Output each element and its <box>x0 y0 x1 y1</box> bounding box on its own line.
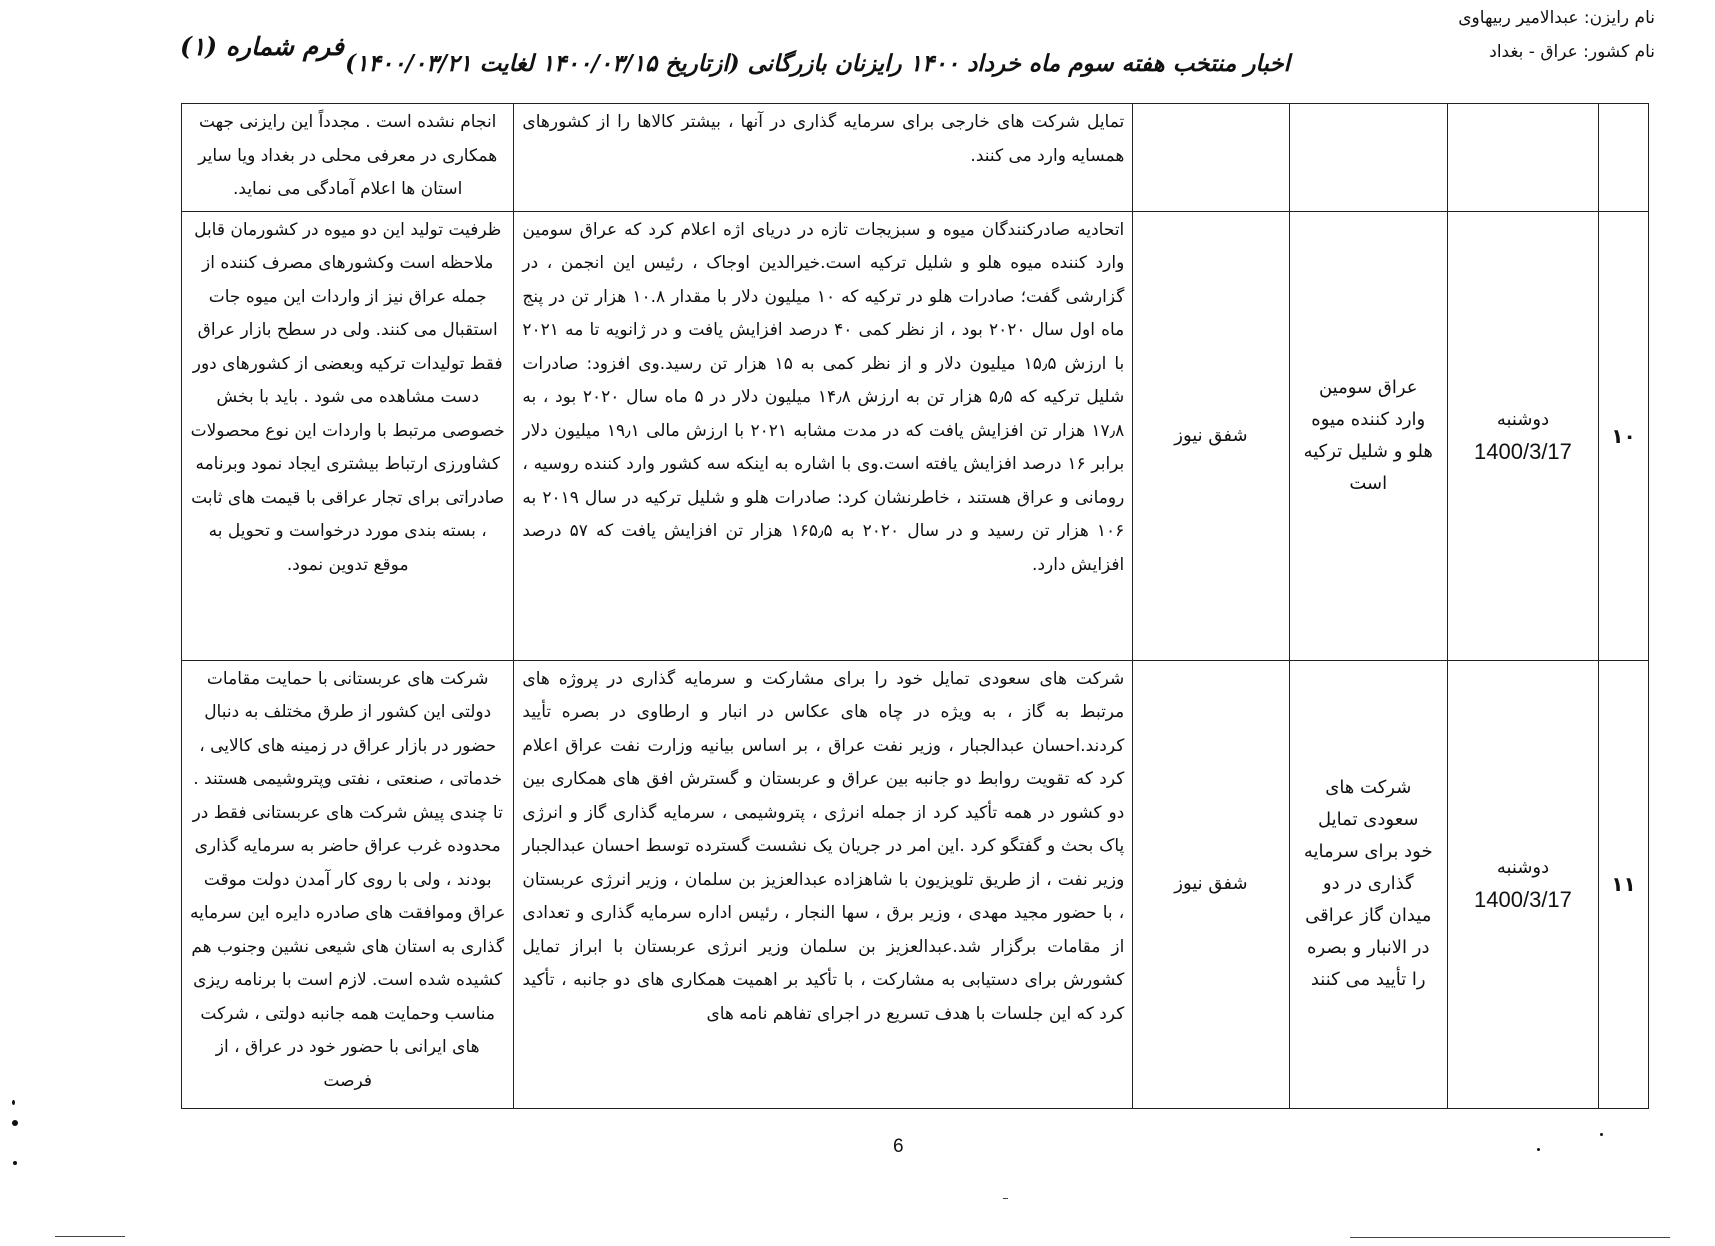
researcher-name: نام رایزن: عبدالامیر ربیهاوی <box>1458 8 1655 28</box>
date-cell <box>1447 660 1598 1108</box>
page-title: اخبار منتخب هفته سوم ماه خرداد ۱۴۰۰ رایزنان بازرگانی (ازتاریخ ۱۴۰۰/۰۳/۱۵ لغایت ۱۴۰۰/۰۳/۲۱) <box>345 50 1290 77</box>
source-cell <box>1133 660 1289 1108</box>
table-row <box>182 660 1649 1108</box>
scan-edge-line <box>1350 1237 1670 1238</box>
headline-cell <box>1289 104 1447 212</box>
note-cell: انجام نشده است . مجدداً این رایزنی جهت همکاری در معرفی محلی در بغداد ویا سایر استان ها اعلام آمادگی می نماید. <box>182 104 514 212</box>
form-number: فرم شماره (۱) <box>180 32 344 61</box>
table-row <box>182 211 1649 660</box>
date-cell <box>1447 104 1598 212</box>
row-source: شفق نیوز <box>1174 873 1248 894</box>
row-number: ۱۱ <box>1611 872 1636 896</box>
scan-dot-mark <box>1537 1148 1540 1151</box>
news-body-cell: اتحادیه صادرکنندگان میوه و سبزیجات تازه در دریای اژه اعلام کرد که عراق سومین وارد کننده میوه هلو و شلیل ترکیه است.خیرالدین اوجاک ، رئیس این انجمن ، در گزارشی گفت؛ صادرات هلو در ترکیه که ۱۰ میلیون دلار با مقدار ۱۰.۸ هزار تن در پنج ماه اول سال ۲۰۲۰ بود ، از نظر کمی ۴۰ درصد افزایش یافت و در ژانویه تا مه ۲۰۲۱ با ارزش ۱۵٫۵ میلیون دلار و از نظر کمی به ۱۵ هزار تن رسید.وی افزود: صادرات شلیل ترکیه که ۵٫۵ هزار تن به ارزش ۱۴٫۸ میلیون دلار در ۵ ماه سال ۲۰۲۰ بود ، به ۱۷٫۸ هزار تن افزایش یافت که در مدت مشابه ۲۰۲۱ با ارزش مالی ۱۹٫۱ میلیون دلار برابر ۱۶ درصد افزایش یافته است.وی با اشاره به اینکه سه کشور وارد کننده روسیه ، رومانی و عراق هستند ، خاطرنشان کرد: صادرات هلو و شلیل ترکیه در سال ۲۰۱۹ به ۱۰۶ هزار تن رسید و در سال ۲۰۲۰ به ۱۶۵٫۵ هزار تن افزایش یافت که ۵۷ درصد افزایش دارد. <box>514 211 1133 660</box>
row-date: 1400/3/17 <box>1474 887 1572 912</box>
row-source: شفق نیوز <box>1174 424 1248 446</box>
row-day: دوشنبه <box>1496 857 1550 878</box>
note-cell: ظرفیت تولید این دو میوه در کشورمان قابل ملاحظه است وکشورهای مصرف کننده از جمله عراق نیز از واردات این میوه جات استقبال می کنند. ولی در سطح بازار عراق فقط تولیدات ترکیه وبعضی از کشورهای دور دست مشاهده می شود . باید با بخش خصوصی مرتبط با واردات این نوع محصولات کشاورزی ارتباط بیشتری ایجاد نمود وبرنامه صادراتی برای تجار عراقی با قیمت های ثابت ، بسته بندی مورد درخواست و تحویل به موقع تدوین نمود. <box>182 211 514 660</box>
scan-dot-mark <box>13 1161 17 1165</box>
page-number: 6 <box>893 1136 904 1157</box>
news-table <box>181 103 1649 1109</box>
source-cell <box>1133 104 1289 212</box>
row-number-cell <box>1599 211 1649 660</box>
row-number-cell <box>1599 104 1649 212</box>
news-body-cell: تمایل شرکت های خارجی برای سرمایه گذاری در آنها ، بیشتر کالاها را از کشورهای همسایه وارد می کنند. <box>514 104 1133 212</box>
row-number: ۱۰ <box>1611 423 1636 448</box>
row-headline: عراق سومین وارد کننده میوه هلو و شلیل ترکیه است <box>1303 376 1433 494</box>
scan-dot-mark <box>12 1100 15 1105</box>
news-body-cell: شرکت های سعودی تمایل خود را برای مشارکت و سرمایه گذاری در پروژه های مرتبط به گاز ، به ویژه در چاه های عکاس در انبار و ارطاوی در بصره تأیید کردند.احسان عبدالجبار ، وزیر نفت عراق ، بر اساس بیانیه وزارت نفت عراق اعلام کرد که تقویت روابط دو جانبه بین عراق و عربستان و گسترش افق های همکاری بین دو کشور در همه تأکید کرد از جمله انرژی ، پتروشیمی ، سرمایه گذاری گاز و انرژی پاک بحث و گفتگو کرد .این امر در جریان یک نشست گسترده توسط احسان عبدالجبار وزیر نفت ، از طریق تلویزیون با شاهزاده عبدالعزیز بن سلمان ، وزیر انرژی عربستان ، با حضور مجید مهدی ، وزیر برق ، سها النجار ، رئیس اداره سرمایه گذاری و تعدادی از مقامات برگزار شد.عبدالعزیز بن سلمان وزیر انرژی عربستان با ابراز تمایل کشورش برای دستیابی به مشارکت ، با تأکید بر اهمیت همکاری های دو جانبه ، تأکید کرد که این جلسات با هدف تسریع در اجرای تفاهم نامه های <box>514 660 1133 1108</box>
scan-dot-mark <box>1600 1133 1603 1136</box>
date-cell <box>1447 211 1598 660</box>
row-headline: شرکت های سعودی تمایل خود برای سرمایه گذاری در دو میدان گاز عراقی در الانبار و بصره را تأیید می کنند <box>1303 777 1433 990</box>
country-name: نام کشور: عراق - بغداد <box>1489 42 1655 62</box>
scan-edge-line <box>55 1236 125 1237</box>
row-day: دوشنبه <box>1496 408 1550 430</box>
source-cell <box>1133 211 1289 660</box>
row-date: 1400/3/17 <box>1474 438 1572 464</box>
table-row <box>182 104 1649 212</box>
scan-dot-mark <box>12 1120 18 1126</box>
headline-cell <box>1289 660 1447 1108</box>
scan-edge-line <box>1003 1198 1008 1199</box>
row-number-cell <box>1599 660 1649 1108</box>
note-cell: شرکت های عربستانی با حمایت مقامات دولتی این کشور از طرق مختلف به دنبال حضور در بازار عراق در زمینه های کالایی ، خدماتی ، صنعتی ، نفتی وپتروشیمی هستند . تا چندی پیش شرکت های عربستانی فقط در محدوده غرب عراق حاضر به سرمایه گذاری بودند ، ولی با روی کار آمدن دولت موقت عراق وموافقت های صادره دایره این سرمایه گذاری به استان های شیعی نشین وجنوب هم کشیده شده است. لازم است با برنامه ریزی مناسب وحمایت همه جانبه دولتی ، شرکت های ایرانی با حضور خود در عراق ، از فرصت <box>182 660 514 1108</box>
headline-cell <box>1289 211 1447 660</box>
